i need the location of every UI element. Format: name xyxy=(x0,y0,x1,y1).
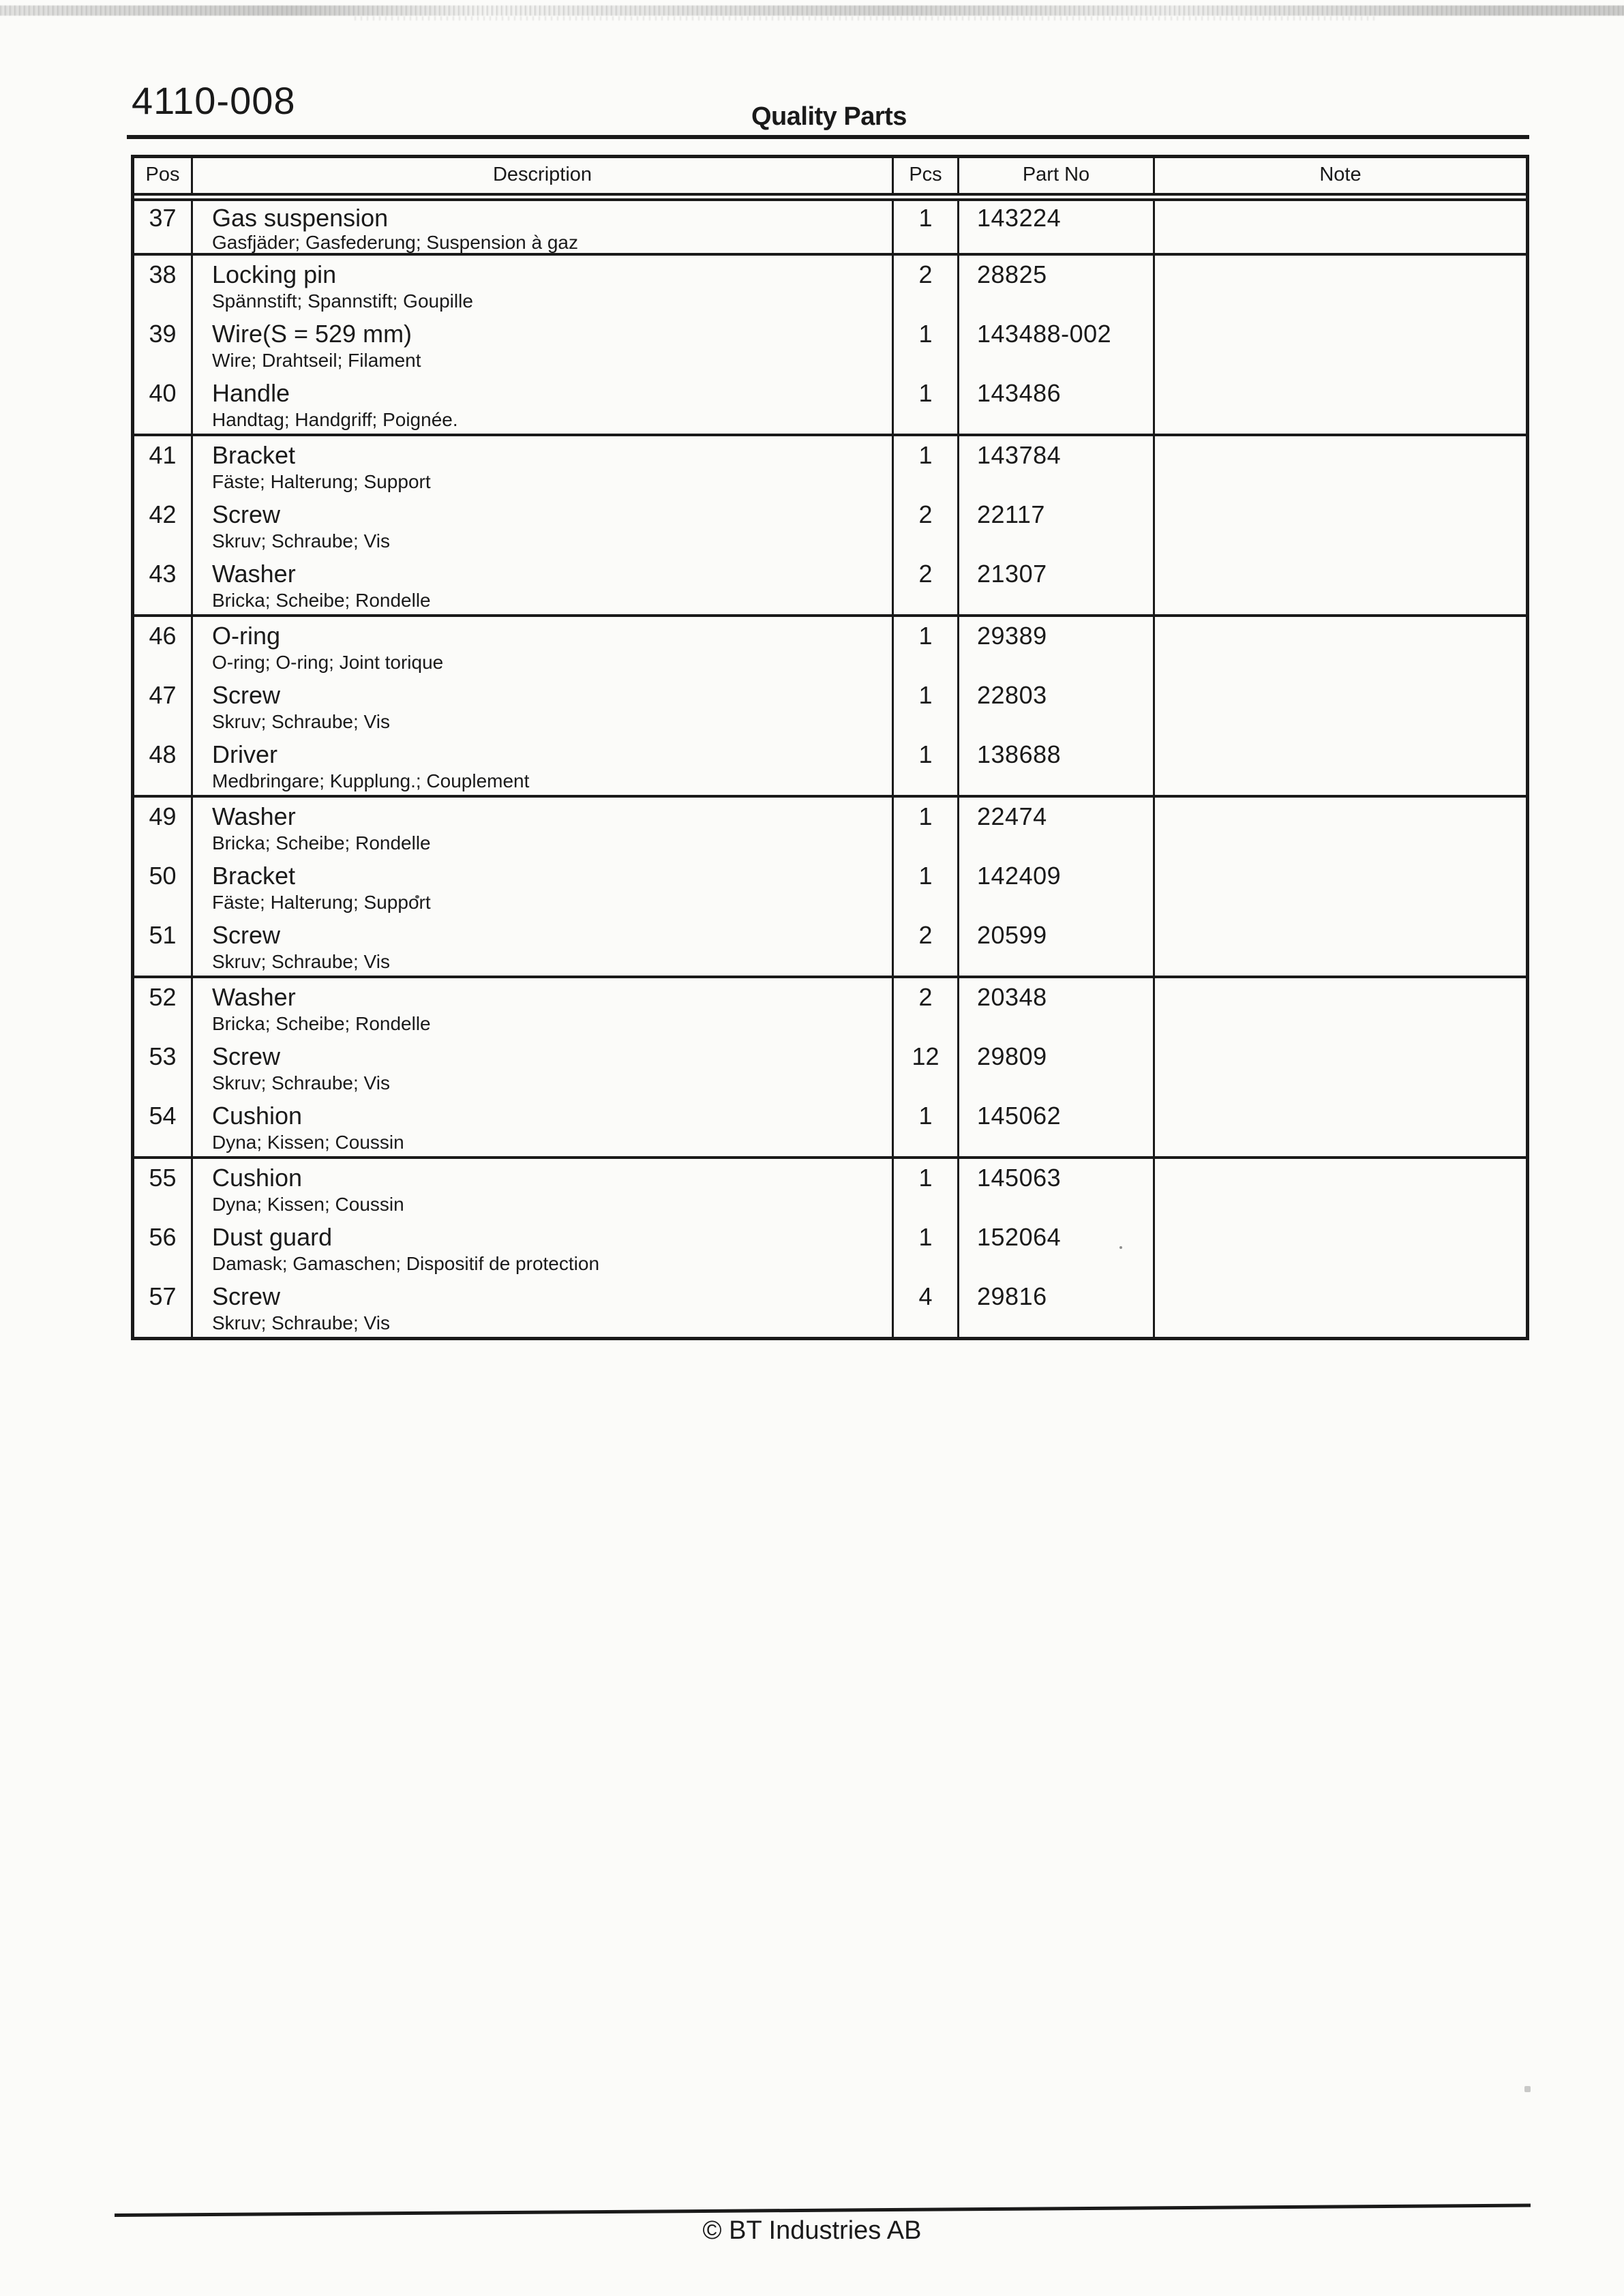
description-translations: Gasfjäder; Gasfederung; Suspension à gaz xyxy=(212,232,579,253)
pcs-cell: 2 xyxy=(894,496,959,555)
part-no-cell: 143488-002 xyxy=(959,315,1155,374)
description-translations: Bricka; Scheibe; Rondelle xyxy=(212,590,431,611)
description-translations: Bricka; Scheibe; Rondelle xyxy=(212,832,431,854)
column-header-description: Description xyxy=(193,158,894,193)
description-cell xyxy=(193,201,894,254)
pos-cell: 49 xyxy=(134,798,193,857)
table-row xyxy=(134,374,1526,434)
description-translations: Fäste; Halterung; Support xyxy=(212,892,431,913)
parts-table xyxy=(131,155,1529,1340)
description-translations: Spännstift; Spannstift; Goupille xyxy=(212,290,473,312)
description-name: Cushion xyxy=(212,1102,303,1130)
pos-cell: 48 xyxy=(134,736,193,795)
note-cell xyxy=(1155,916,1526,976)
column-header-note: Note xyxy=(1319,164,1362,185)
pcs-cell: 2 xyxy=(894,978,959,1038)
part-no-cell: 22474 xyxy=(959,798,1155,857)
part-no-cell: 20599 xyxy=(959,916,1155,976)
part-no-cell: 143784 xyxy=(959,436,1155,496)
column-header-pcs: Pcs xyxy=(894,158,959,193)
description-name: Driver xyxy=(212,740,277,768)
table-row xyxy=(134,315,1526,374)
table-row xyxy=(134,1159,1526,1218)
part-no-cell: 21307 xyxy=(959,555,1155,614)
note-cell xyxy=(1155,1159,1526,1218)
pos-cell: 54 xyxy=(134,1097,193,1156)
part-no-cell: 138688 xyxy=(959,736,1155,795)
table-row xyxy=(134,1218,1526,1278)
footer-rule-divider xyxy=(115,2204,1531,2218)
description-name: Handle xyxy=(212,379,290,407)
pcs-cell: 4 xyxy=(894,1278,959,1337)
description-translations: Handtag; Handgriff; Poignée. xyxy=(212,409,458,430)
table-row xyxy=(134,201,1526,253)
description-cell xyxy=(193,1218,894,1278)
scan-artifact-top-streak xyxy=(0,5,1624,16)
part-no-cell: 142409 xyxy=(959,857,1155,916)
table-row xyxy=(134,555,1526,614)
table-row xyxy=(134,617,1526,676)
pos-cell: 57 xyxy=(134,1278,193,1337)
description-cell xyxy=(193,676,894,736)
description-translations: Dyna; Kissen; Coussin xyxy=(212,1194,404,1215)
note-cell xyxy=(1155,1038,1526,1097)
pos-cell: 40 xyxy=(134,374,193,434)
part-no-cell: 145063 xyxy=(959,1159,1155,1218)
part-no-cell: 143224 xyxy=(959,201,1155,254)
pcs-cell: 1 xyxy=(894,798,959,857)
pos-cell: 47 xyxy=(134,676,193,736)
table-row xyxy=(134,978,1526,1038)
description-cell xyxy=(193,1097,894,1156)
description-translations: Damask; Gamaschen; Dispositif de protection xyxy=(212,1253,600,1274)
description-name: Screw xyxy=(212,681,281,709)
table-row xyxy=(134,256,1526,315)
table-row xyxy=(134,1038,1526,1097)
note-cell xyxy=(1155,496,1526,555)
parts-group xyxy=(134,253,1526,434)
description-cell xyxy=(193,496,894,555)
parts-group xyxy=(134,614,1526,795)
pos-cell: 51 xyxy=(134,916,193,976)
description-translations: Bricka; Scheibe; Rondelle xyxy=(212,1013,431,1034)
pcs-cell: 2 xyxy=(894,256,959,315)
table-row xyxy=(134,857,1526,916)
table-row xyxy=(134,916,1526,976)
description-name: Screw xyxy=(212,1282,281,1310)
description-cell xyxy=(193,978,894,1038)
column-header-pos: Pos xyxy=(134,158,193,193)
description-name: Bracket xyxy=(212,862,296,890)
pos-cell: 43 xyxy=(134,555,193,614)
part-no-cell: 143486 xyxy=(959,374,1155,434)
note-cell xyxy=(1155,1097,1526,1156)
pcs-cell: 1 xyxy=(894,315,959,374)
description-translations: Fäste; Halterung; Support xyxy=(212,471,431,492)
note-cell xyxy=(1155,1278,1526,1337)
pcs-cell: 1 xyxy=(894,617,959,676)
table-row xyxy=(134,496,1526,555)
part-no-cell: 22803 xyxy=(959,676,1155,736)
description-translations: Wire; Drahtseil; Filament xyxy=(212,350,421,371)
note-cell xyxy=(1155,555,1526,614)
table-header-row xyxy=(134,158,1526,201)
description-translations: Skruv; Schraube; Vis xyxy=(212,951,390,972)
description-cell xyxy=(193,256,894,315)
note-cell xyxy=(1155,315,1526,374)
part-no-cell: 20348 xyxy=(959,978,1155,1038)
description-name: Cushion xyxy=(212,1164,303,1192)
pos-cell: 37 xyxy=(134,201,193,254)
description-name: Screw xyxy=(212,500,281,528)
part-no-cell: 22117 xyxy=(959,496,1155,555)
pcs-cell: 1 xyxy=(894,857,959,916)
description-cell xyxy=(193,617,894,676)
scan-artifact-top-streak-2 xyxy=(355,16,1377,20)
parts-group xyxy=(134,434,1526,614)
description-cell xyxy=(193,916,894,976)
part-no-cell: 145062 xyxy=(959,1097,1155,1156)
description-translations: Medbringare; Kupplung.; Couplement xyxy=(212,770,530,791)
pos-cell: 42 xyxy=(134,496,193,555)
pos-cell: 52 xyxy=(134,978,193,1038)
table-row xyxy=(134,798,1526,857)
description-name: Screw xyxy=(212,921,281,949)
pos-cell: 41 xyxy=(134,436,193,496)
copyright-notice: © BT Industries AB xyxy=(702,2216,922,2245)
pcs-cell: 2 xyxy=(894,555,959,614)
description-name: Gas suspension xyxy=(212,204,389,232)
table-row xyxy=(134,1278,1526,1337)
column-header-part-no: Part No xyxy=(959,158,1155,193)
description-name: Washer xyxy=(212,983,296,1011)
description-name: Locking pin xyxy=(212,260,337,288)
description-name: Wire(S = 529 mm) xyxy=(212,320,412,348)
description-cell xyxy=(193,798,894,857)
description-name: Washer xyxy=(212,802,296,830)
parts-group xyxy=(134,201,1526,253)
parts-group xyxy=(134,1156,1526,1337)
description-cell xyxy=(193,436,894,496)
part-no-cell: 29809 xyxy=(959,1038,1155,1097)
table-row xyxy=(134,736,1526,795)
page-title: Quality Parts xyxy=(751,102,907,131)
note-cell xyxy=(1155,374,1526,434)
description-name: Washer xyxy=(212,560,296,588)
pcs-cell: 1 xyxy=(894,1097,959,1156)
note-cell xyxy=(1155,798,1526,857)
description-translations: Dyna; Kissen; Coussin xyxy=(212,1132,404,1153)
parts-group xyxy=(134,795,1526,976)
description-translations: Skruv; Schraube; Vis xyxy=(212,530,390,552)
table-row xyxy=(134,1097,1526,1156)
scan-artifact-speck xyxy=(1524,2086,1531,2092)
pos-cell: 38 xyxy=(134,256,193,315)
pcs-cell: 1 xyxy=(894,736,959,795)
part-no-cell: 29389 xyxy=(959,617,1155,676)
part-no-cell: 29816 xyxy=(959,1278,1155,1337)
pos-cell: 56 xyxy=(134,1218,193,1278)
pcs-cell: 1 xyxy=(894,1159,959,1218)
table-row xyxy=(134,436,1526,496)
parts-group xyxy=(134,976,1526,1156)
note-cell xyxy=(1155,436,1526,496)
description-cell xyxy=(193,1038,894,1097)
description-cell xyxy=(193,1159,894,1218)
note-cell xyxy=(1155,676,1526,736)
table-row xyxy=(134,676,1526,736)
note-cell xyxy=(1155,978,1526,1038)
note-cell xyxy=(1155,1218,1526,1278)
description-cell xyxy=(193,555,894,614)
part-no-cell: 28825 xyxy=(959,256,1155,315)
description-translations: O-ring; O-ring; Joint torique xyxy=(212,652,444,673)
pos-cell: 50 xyxy=(134,857,193,916)
pcs-cell: 12 xyxy=(894,1038,959,1097)
pos-cell: 55 xyxy=(134,1159,193,1218)
pcs-cell: 1 xyxy=(894,676,959,736)
description-translations: Skruv; Schraube; Vis xyxy=(212,1072,390,1093)
document-number: 4110-008 xyxy=(132,79,296,122)
pcs-cell: 1 xyxy=(894,436,959,496)
note-cell xyxy=(1155,857,1526,916)
description-name: O-ring xyxy=(212,622,281,650)
part-no-cell: 152064 xyxy=(959,1218,1155,1278)
pcs-cell: 2 xyxy=(894,916,959,976)
description-translations: Skruv; Schraube; Vis xyxy=(212,1312,390,1333)
note-cell xyxy=(1155,736,1526,795)
description-cell xyxy=(193,315,894,374)
pos-cell: 46 xyxy=(134,617,193,676)
table-body xyxy=(134,201,1526,1337)
description-cell xyxy=(193,736,894,795)
note-cell xyxy=(1155,201,1526,254)
note-cell xyxy=(1155,256,1526,315)
description-name: Screw xyxy=(212,1042,281,1070)
header-rule-divider xyxy=(127,135,1529,139)
description-name: Bracket xyxy=(212,441,296,469)
pcs-cell: 1 xyxy=(894,1218,959,1278)
pcs-cell: 1 xyxy=(894,374,959,434)
description-cell xyxy=(193,857,894,916)
pos-cell: 53 xyxy=(134,1038,193,1097)
description-translations: Skruv; Schraube; Vis xyxy=(212,711,390,732)
description-name: Dust guard xyxy=(212,1223,333,1251)
pcs-cell: 1 xyxy=(894,201,959,254)
description-cell xyxy=(193,374,894,434)
pos-cell: 39 xyxy=(134,315,193,374)
note-cell xyxy=(1155,617,1526,676)
description-cell xyxy=(193,1278,894,1337)
